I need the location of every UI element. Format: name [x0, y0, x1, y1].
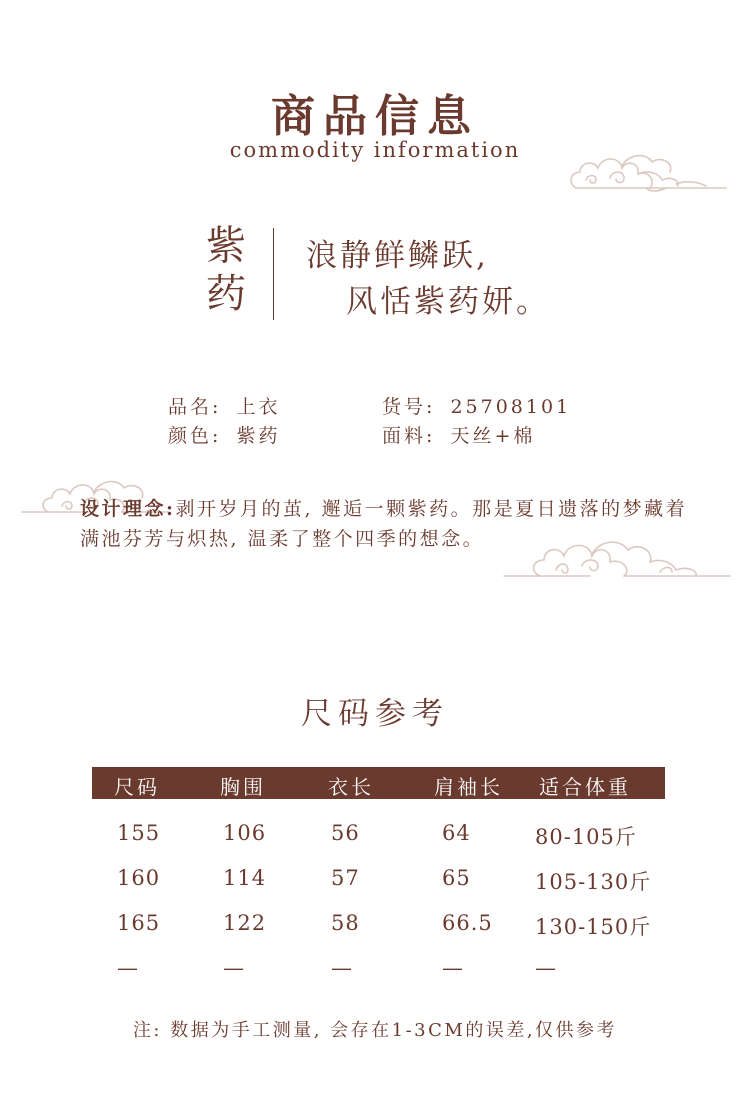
design-concept	[80, 494, 700, 554]
table-cell: 64	[442, 821, 471, 845]
table-cell: —	[331, 956, 353, 980]
table-header-length: 衣长	[328, 775, 374, 799]
table-cell: 56	[331, 821, 360, 845]
info-item-no-value: 25708101	[450, 396, 572, 418]
table-cell: —	[442, 956, 464, 980]
page-subtitle: commodity information	[229, 138, 521, 162]
info-name-label: 品名:	[168, 396, 222, 418]
table-cell: —	[117, 956, 139, 980]
table-header-size: 尺码	[114, 775, 160, 799]
page-title: 商品信息	[271, 91, 479, 142]
table-cell: 114	[223, 866, 267, 890]
poem-line-2: 风恬紫药妍。	[346, 284, 550, 320]
table-header-shoulder-sleeve: 肩袖长	[434, 775, 503, 799]
product-name-char: 紫	[206, 223, 246, 269]
divider-line	[273, 228, 274, 320]
product-name-vertical	[206, 222, 254, 318]
table-cell: —	[223, 956, 245, 980]
info-color-value: 紫药	[236, 425, 281, 447]
table-cell: 65	[442, 866, 471, 890]
cloud-icon	[566, 140, 731, 200]
table-cell: 160	[117, 866, 161, 890]
table-cell: —	[535, 956, 557, 980]
info-item-no-label: 货号:	[382, 396, 436, 418]
table-header-chest: 胸围	[220, 775, 266, 799]
info-name	[168, 392, 280, 419]
poem-line-1: 浪静鲜鳞跃,	[306, 238, 489, 274]
table-header-weight: 适合体重	[539, 775, 631, 799]
table-cell: 66.5	[442, 911, 493, 935]
info-item-no	[382, 392, 571, 419]
info-fabric-label: 面料:	[382, 425, 436, 447]
info-color-label: 颜色:	[168, 425, 222, 447]
info-color	[168, 421, 280, 448]
table-cell: 57	[331, 866, 360, 890]
table-cell: 106	[223, 821, 267, 845]
design-label: 设计理念:	[80, 498, 176, 520]
table-cell: 165	[117, 911, 161, 935]
design-text: 剥开岁月的茧, 邂逅一颗紫药。那是夏日遗落的梦藏着满池芬芳与炽热, 温柔了整个四季的想念。	[80, 498, 688, 550]
table-cell: 122	[223, 911, 267, 935]
info-fabric	[382, 421, 535, 448]
size-section-title: 尺码参考	[301, 696, 449, 732]
table-cell: 155	[117, 821, 161, 845]
table-cell: 58	[331, 911, 360, 935]
info-name-value: 上衣	[236, 396, 281, 418]
info-fabric-value: 天丝+棉	[450, 425, 536, 447]
product-name-char: 药	[206, 271, 246, 317]
table-cell: 130-150斤	[535, 915, 652, 939]
table-cell: 80-105斤	[535, 825, 637, 849]
measurement-note: 注: 数据为手工测量, 会存在1-3CM的误差,仅供参考	[132, 1020, 618, 1041]
table-cell: 105-130斤	[535, 870, 652, 894]
